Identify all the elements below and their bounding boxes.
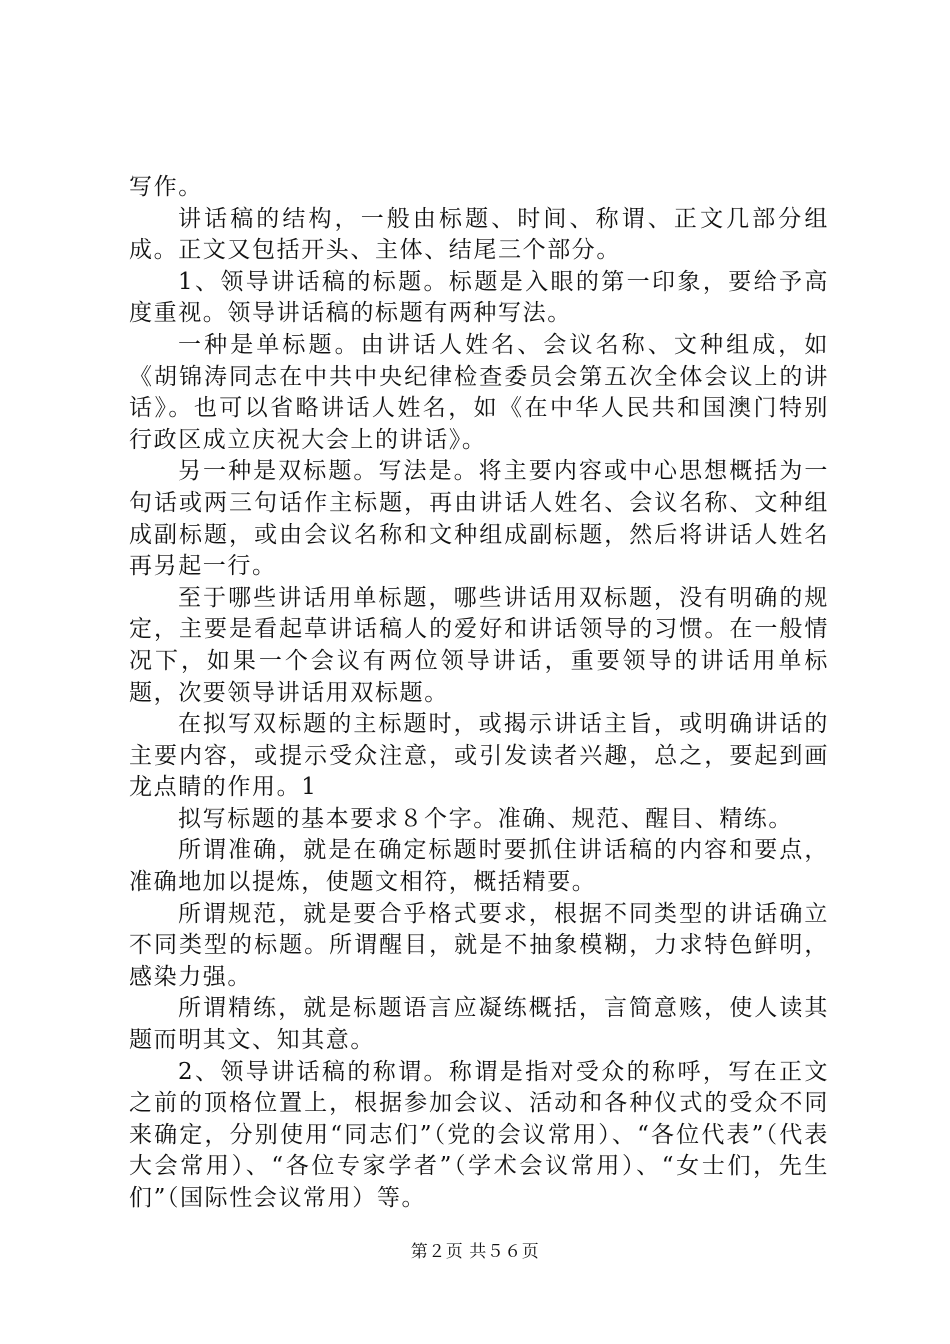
paragraph-continuation: 写作。 [129,174,203,200]
paragraph-title-choice: 至于哪些讲话用单标题，哪些讲话用双标题，没有明确的规定，主要是看起草讲话稿人的爱好和讲话领导的习惯。在一般情况下，如果一个会议有两位领导讲话，重要领导的讲话用单标题，次要领导讲话用双标题。 [129,584,829,706]
paragraph-structure: 讲话稿的结构，一般由标题、时间、称谓、正文几部分组成。正文又包括开头、主体、结尾三个部分。 [129,205,829,264]
paragraph-double-title: 另一种是双标题。写法是。将主要内容或中心思想概括为一句话或两三句话作主标题，再由讲话人姓名、会议名称、文种组成副标题，或由会议名称和文种组成副标题，然后将讲话人姓名再另起一行。 [129,458,829,580]
paragraph-title-heading: 1、领导讲话稿的标题。标题是入眼的第一印象，要给予高度重视。领导讲话稿的标题有两种写法。 [129,268,829,327]
paragraph-single-title: 一种是单标题。由讲话人姓名、会议名称、文种组成，如《胡锦涛同志在中共中央纪律检查委员会第五次全体会议上的讲话》。也可以省略讲话人姓名，如《在中华人民共和国澳门特别行政区成立庆祝大会上的讲话》。 [129,331,829,453]
paragraph-accuracy: 所谓准确，就是在确定标题时要抓住讲话稿的内容和要点，准确地加以提炼，使题文相符，概括精要。 [129,837,829,896]
paragraph-main-title: 在拟写双标题的主标题时，或揭示讲话主旨，或明确讲话的主要内容，或提示受众注意，或引发读者兴趣，总之，要起到画龙点睛的作用。1 [129,711,829,801]
paragraph-standard: 所谓规范，就是要合乎格式要求，根据不同类型的讲话确立不同类型的标题。所谓醒目，就是不抽象模糊，力求特色鲜明，感染力强。 [129,900,829,990]
paragraph-salutation: 2、领导讲话稿的称谓。称谓是指对受众的称呼，写在正文之前的顶格位置上，根据参加会议、活动和各种仪式的受众不同来确定，分别使用“同志们”（党的会议常用）、“各位代表”（代表大会常用）、“各位专家学者”（学术会议常用）、“女士们，先生们”（国际性会议常用）等。 [129,1058,829,1211]
document-body [129,172,829,1215]
page-number-footer: 第２页 共５６页 [410,1242,540,1262]
paragraph-basic-requirements: 拟写标题的基本要求８个字。准确、规范、醒目、精练。 [178,805,793,832]
paragraph-concise: 所谓精练，就是标题语言应凝练概括，言简意赅，使人读其题而明其文、知其意。 [129,995,829,1054]
